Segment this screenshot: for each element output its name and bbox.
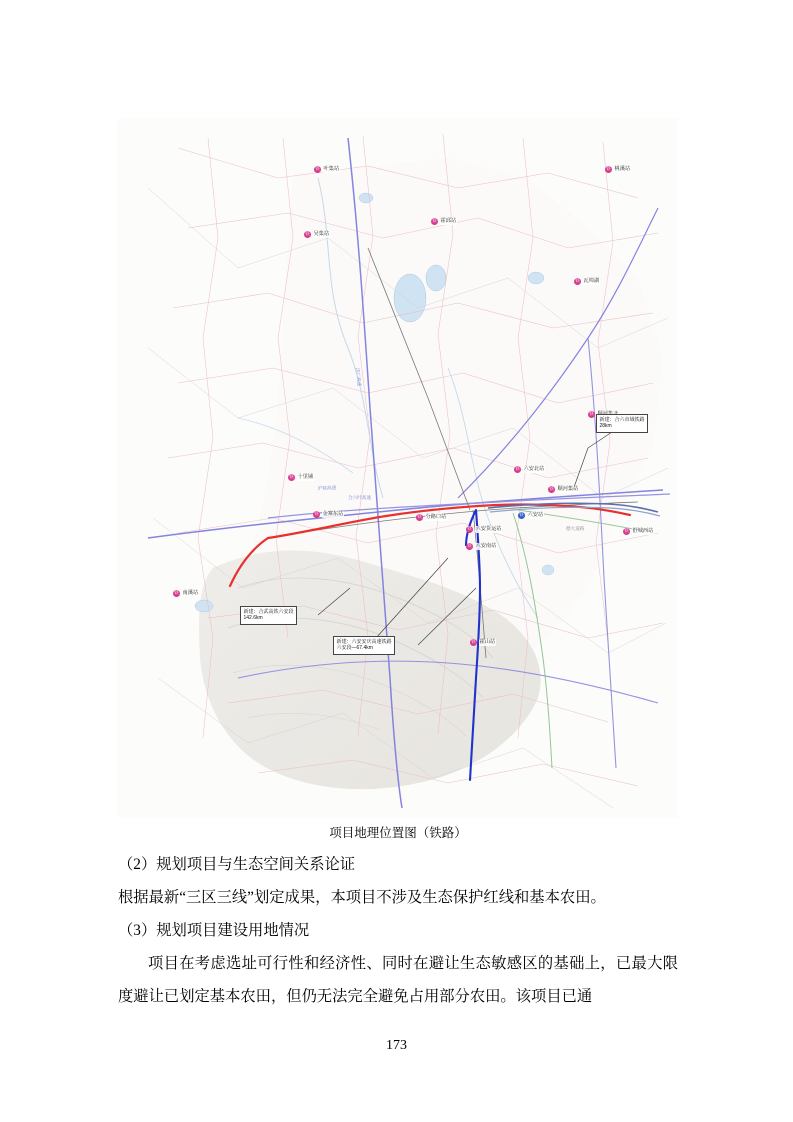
map-station-label: 铁 金寨东站 (314, 510, 344, 517)
callout-detail: 六安段—67.4km (336, 645, 373, 652)
map-station-label: 铁 霍山站 (471, 638, 496, 645)
railway-station-icon: 铁 (515, 466, 520, 472)
railway-station-icon: 铁 (519, 512, 524, 518)
map-callout-luan-anqing-hsr (333, 636, 395, 655)
map-station-label: 铁 瓦埠湖 (575, 277, 600, 284)
map-station-label: 铁 叶集站 (315, 165, 340, 172)
figure-caption: 项目地理位置图（铁路） (329, 826, 467, 840)
map-station-label: 铁 分路口站 (417, 513, 447, 520)
map-vector-layer (118, 118, 678, 818)
page-number: 173 (386, 1038, 407, 1053)
railway-station-icon: 铁 (417, 514, 422, 520)
map-station-label: 铁 六安站 (519, 511, 544, 518)
railway-station-icon: 铁 (549, 486, 554, 492)
figure-map-railway (118, 118, 678, 840)
paragraph-3: 项目在考虑选址可行性和经济性、同时在避让生态敏感区的基础上，已最大限度避让已划定基本农田，但仍无法完全避免占用部分农田。该项目已通 (118, 955, 678, 1005)
map-station-label: 铁 顺河集站 (549, 485, 579, 492)
railway-station-icon: 铁 (467, 543, 472, 549)
svg-text:沪陕高速: 沪陕高速 (317, 485, 337, 491)
map-station-label: 铁 南溪站 (174, 589, 199, 596)
svg-text:德大道路: 德大道路 (566, 526, 585, 531)
heading-2: （2）规划项目与生态空间关系论证 (118, 856, 356, 873)
railway-station-icon: 铁 (314, 511, 319, 517)
map-station-label: 铁 六安南站 (467, 542, 497, 549)
callout-detail: 142.6km (243, 615, 263, 622)
railway-station-icon: 铁 (471, 639, 476, 645)
callout-detail: 28km (599, 423, 612, 430)
heading-3: （3）规划项目建设用地情况 (118, 922, 310, 939)
railway-station-icon: 铁 (174, 590, 179, 596)
body-text (118, 848, 678, 1013)
map-station-label: 铁 霍邱站 (432, 217, 457, 224)
callout-title: 新建：六安安庆高速铁路 (336, 638, 392, 645)
callout-title: 新建：合六市域铁路 (599, 416, 645, 423)
map-station-label: 铁 六安货运站 (467, 525, 502, 532)
map-station-label: 铁 桃溪站 (606, 165, 631, 172)
railway-station-icon: 铁 (624, 528, 629, 534)
callout-title: 新建：合武高铁六安段 (243, 608, 294, 615)
railway-station-icon: 铁 (305, 231, 310, 237)
railway-station-icon: 铁 (589, 411, 594, 417)
map-station-label: 铁 十里铺 (289, 473, 314, 480)
svg-text:合六叶高速: 合六叶高速 (348, 495, 371, 500)
map-station-label: 铁 舒城西站 (624, 527, 654, 534)
map-callout-hewu-hsr (240, 606, 297, 625)
railway-station-icon: 铁 (467, 526, 472, 532)
map-callout-hefei-luan-urban-rail (596, 414, 648, 433)
svg-text:济广高速: 济广高速 (355, 367, 362, 387)
map-station-label: 铁 吴集站 (305, 230, 330, 237)
map-station-label: 铁 六安北站 (515, 465, 545, 472)
railway-station-icon: 铁 (575, 278, 580, 284)
railway-station-icon: 铁 (315, 166, 320, 172)
paragraph-2: 根据最新“三区三线”划定成果，本项目不涉及生态保护红线和基本农田。 (118, 889, 606, 906)
map-canvas (118, 118, 678, 818)
railway-station-icon: 铁 (289, 474, 294, 480)
railway-station-icon: 铁 (432, 218, 437, 224)
railway-station-icon: 铁 (606, 166, 611, 172)
